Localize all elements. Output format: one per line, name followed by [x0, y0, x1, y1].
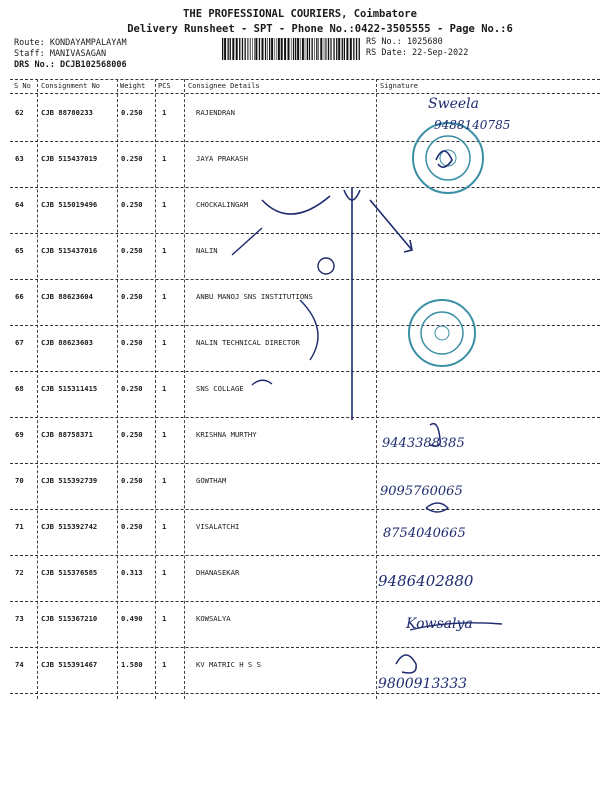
- row-consignment-no: CJB 88623603: [41, 338, 93, 347]
- row-pcs: 1: [162, 568, 167, 577]
- row-pcs: 1: [162, 660, 167, 669]
- row-pcs: 1: [162, 522, 167, 531]
- row-sno: 73: [15, 614, 24, 623]
- row-consignee: NALIN TECHNICAL DIRECTOR: [196, 338, 300, 347]
- pen-stroke: [262, 196, 330, 214]
- row-weight: 1.580: [121, 660, 143, 669]
- drs-number: DRS No.: DCJB102568006: [14, 60, 127, 70]
- row-pcs: 1: [162, 200, 167, 209]
- row-pcs: 1: [162, 476, 167, 485]
- col-pcs-header: PCS: [158, 82, 171, 90]
- row-pcs: 1: [162, 108, 167, 117]
- row-consignee: KOWSALYA: [196, 614, 231, 623]
- rs-date: RS Date: 22-Sep-2022: [366, 48, 469, 58]
- signature-71-phone: 8754040665: [383, 526, 466, 541]
- pen-stroke: [370, 200, 412, 250]
- col-consignment-header: Consignment No: [41, 82, 101, 90]
- row-consignment-no: CJB 88780233: [41, 108, 93, 117]
- row-consignee: VISALATCHI: [196, 522, 240, 531]
- row-consignment-no: CJB 88623604: [41, 292, 93, 301]
- row-pcs: 1: [162, 154, 167, 163]
- route-label: Route: KONDAYAMPALAYAM: [14, 38, 127, 48]
- row-consignee: SNS COLLAGE: [196, 384, 244, 393]
- row-consignment-no: CJB 515391467: [41, 660, 98, 669]
- row-sno: 69: [15, 430, 24, 439]
- row-pcs: 1: [162, 338, 167, 347]
- row-consignee: KV MATRIC H S S: [196, 660, 261, 669]
- row-pcs: 1: [162, 246, 167, 255]
- round-stamp-icon: [413, 123, 483, 193]
- pen-stroke: [300, 300, 318, 360]
- col-weight-header: Weight: [120, 82, 146, 90]
- row-consignment-no: CJB 515376585: [41, 568, 98, 577]
- row-weight: 0.250: [121, 108, 143, 117]
- row-consignment-no: CJB 88758371: [41, 430, 93, 439]
- signature-62-name: Sweela: [428, 96, 479, 112]
- row-pcs: 1: [162, 384, 167, 393]
- signature-73-name: Kowsalya: [406, 616, 473, 632]
- pen-stroke: [426, 503, 448, 512]
- col-consignee-header: Consignee Details: [188, 82, 260, 90]
- runsheet-subtitle: Delivery Runsheet - SPT - Phone No.:0422-3505555 - Page No.:6: [127, 23, 513, 35]
- row-weight: 0.250: [121, 522, 143, 531]
- row-consignee: KRISHNA MURTHY: [196, 430, 257, 439]
- row-sno: 71: [15, 522, 24, 531]
- row-sno: 63: [15, 154, 24, 163]
- row-weight: 0.313: [121, 568, 143, 577]
- row-sno: 65: [15, 246, 24, 255]
- row-sno: 74: [15, 660, 24, 669]
- row-weight: 0.250: [121, 430, 143, 439]
- row-consignment-no: CJB 515019496: [41, 200, 98, 209]
- row-weight: 0.250: [121, 200, 143, 209]
- row-consignee: NALIN: [196, 246, 218, 255]
- row-pcs: 1: [162, 430, 167, 439]
- col-signature-header: Signature: [380, 82, 418, 90]
- pen-stroke: [318, 258, 334, 274]
- row-consignee: JAYA PRAKASH: [196, 154, 248, 163]
- round-stamp-icon: [409, 300, 475, 366]
- row-consignment-no: CJB 515367210: [41, 614, 98, 623]
- row-weight: 0.250: [121, 476, 143, 485]
- col-sno-header: S No: [14, 82, 31, 90]
- row-sno: 62: [15, 108, 24, 117]
- row-weight: 0.250: [121, 338, 143, 347]
- pen-stroke: [396, 655, 416, 673]
- row-weight: 0.490: [121, 614, 143, 623]
- row-weight: 0.250: [121, 292, 143, 301]
- staff-label: Staff: MANIVASAGAN: [14, 49, 107, 59]
- row-sno: 68: [15, 384, 24, 393]
- row-sno: 66: [15, 292, 24, 301]
- row-pcs: 1: [162, 292, 167, 301]
- signature-69-phone: 9443388385: [382, 436, 465, 451]
- row-pcs: 1: [162, 614, 167, 623]
- signature-74-phone: 9800913333: [378, 676, 468, 692]
- row-consignment-no: CJB 515311415: [41, 384, 98, 393]
- signature-72-phone: 9486402880: [378, 572, 474, 590]
- row-sno: 67: [15, 338, 24, 347]
- pen-stroke: [252, 380, 272, 385]
- row-weight: 0.250: [121, 154, 143, 163]
- row-consignment-no: CJB 515392739: [41, 476, 98, 485]
- row-consignment-no: CJB 515437019: [41, 154, 98, 163]
- company-title: THE PROFESSIONAL COURIERS, Coimbatore: [183, 8, 417, 20]
- row-weight: 0.250: [121, 246, 143, 255]
- row-consignee: GOWTHAM: [196, 476, 227, 485]
- row-consignment-no: CJB 515392742: [41, 522, 98, 531]
- row-sno: 72: [15, 568, 24, 577]
- row-consignment-no: CJB 515437016: [41, 246, 98, 255]
- row-weight: 0.250: [121, 384, 143, 393]
- row-sno: 70: [15, 476, 24, 485]
- row-consignee: RAJENDRAN: [196, 108, 235, 117]
- row-consignee: CHOCKALINGAM: [196, 200, 248, 209]
- row-consignee: DHANASEKAR: [196, 568, 240, 577]
- signature-62-phone: 9488140785: [434, 118, 511, 132]
- row-consignee: ANBU MANOJ SNS INSTITUTIONS: [196, 292, 313, 301]
- rs-number: RS No.: 1025680: [366, 37, 443, 47]
- pen-stroke: [232, 228, 262, 255]
- row-sno: 64: [15, 200, 24, 209]
- signature-70-phone: 9095760065: [380, 484, 463, 499]
